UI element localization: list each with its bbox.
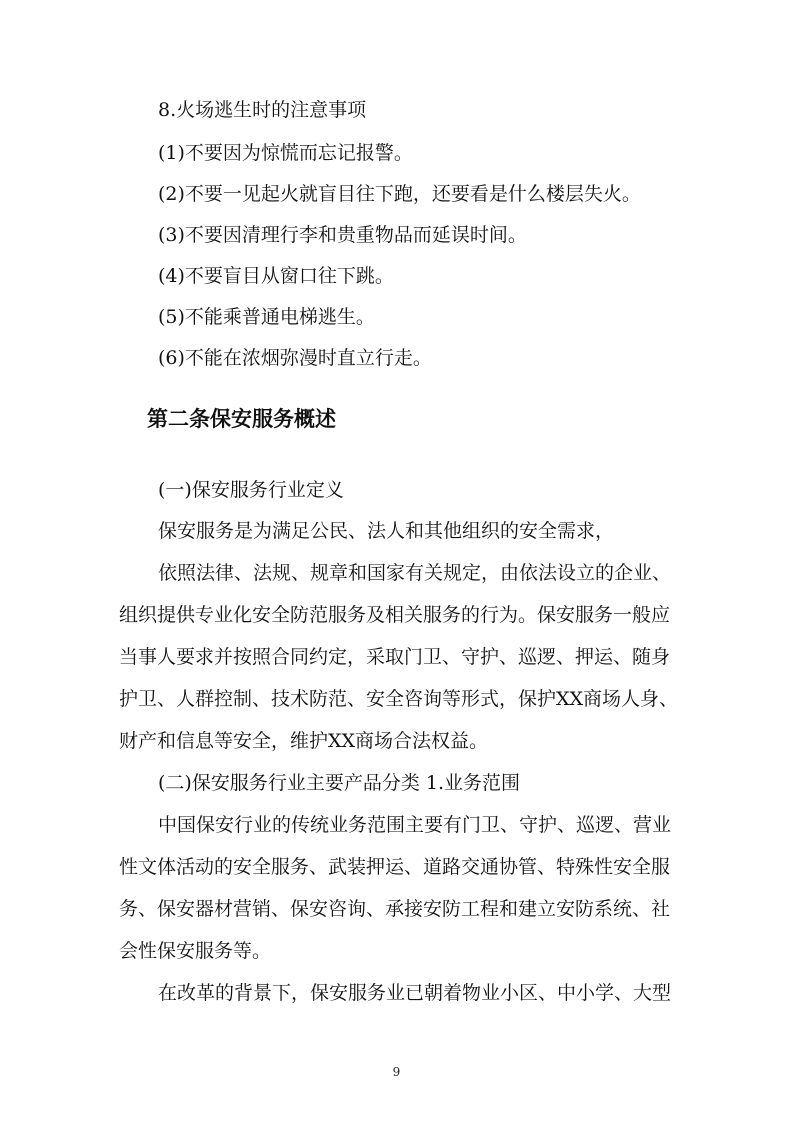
paragraph-line: 依照法律、法规、规章和国家有关规定，由依法设立的企业、	[158, 562, 672, 584]
fire-escape-item-1: (1)不要因为惊慌而忘记报警。	[158, 142, 413, 164]
subsection-title-classification: (二)保安服务行业主要产品分类 1.业务范围	[158, 772, 520, 794]
fire-escape-item-6: (6)不能在浓烟弥漫时直立行走。	[158, 347, 432, 369]
section-title-fire-escape: 8.火场逃生时的注意事项	[158, 99, 367, 121]
chapter-heading: 第二条保安服务概述	[147, 407, 336, 431]
paragraph-line: 务、保安器材营销、保安咨询、承接安防工程和建立安防系统、社	[119, 898, 671, 920]
paragraph-line: 会性保安服务等。	[119, 940, 272, 962]
paragraph-line: 当事人要求并按照合同约定，采取门卫、守护、巡逻、押运、随身	[119, 646, 671, 668]
paragraph-line: 中国保安行业的传统业务范围主要有门卫、守护、巡逻、营业	[158, 814, 672, 836]
fire-escape-item-3: (3)不要因清理行李和贵重物品而延误时间。	[158, 224, 527, 246]
paragraph-line: 财产和信息等安全，维护XX商场合法权益。	[119, 730, 489, 752]
page-number: 9	[392, 1065, 401, 1079]
paragraph-line: 组织提供专业化安全防范服务及相关服务的行为。保安服务一般应	[119, 604, 671, 626]
paragraph-line: 保安服务是为满足公民、法人和其他组织的安全需求，	[158, 520, 615, 542]
fire-escape-item-4: (4)不要盲目从窗口往下跳。	[158, 265, 394, 287]
paragraph-line: 护卫、人群控制、技术防范、安全咨询等形式，保护XX商场人身、	[119, 688, 679, 710]
paragraph-line: 在改革的背景下，保安服务业已朝着物业小区、中小学、大型	[158, 982, 672, 1004]
fire-escape-item-5: (5)不能乘普通电梯逃生。	[158, 306, 375, 328]
paragraph-line: 性文体活动的安全服务、武装押运、道路交通协管、特殊性安全服	[119, 856, 671, 878]
subsection-title-definition: (一)保安服务行业定义	[158, 479, 344, 501]
fire-escape-item-2: (2)不要一见起火就盲目往下跑，还要看是什么楼层失火。	[158, 183, 641, 205]
